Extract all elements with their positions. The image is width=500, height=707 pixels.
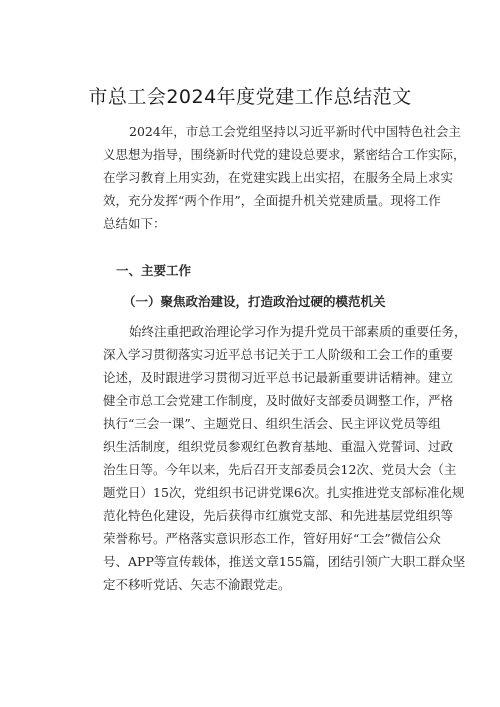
text-line: 号、APP等宣传载体，推送文章155篇，团结引领广大职工群众坚 [103,554,466,569]
text-line: 定不移听党话、矢志不渝跟党走。 [103,577,291,592]
text-line: 效，充分发挥“两个作用”，全面提升机关党建质量。现将工作 [103,193,441,208]
text-line: 在学习教育上用实劲，在党建实践上出实招，在服务全局上求实 [103,170,454,185]
text-line: 织生活制度，组织党员参观红色教育基地、重温入党誓词、过政 [103,439,454,454]
section-heading [103,259,423,282]
document-title: 市总工会2024年度党建工作总结范文 [88,86,412,108]
intro-paragraph [103,120,466,235]
body-paragraph [103,320,467,596]
text-line: 始终注重把政治理论学习作为提升党员干部素质的重要任务， [129,324,467,339]
text-line: 范化特色化建设，先后获得市红旗党支部、和先进基层党组织等 [103,508,454,523]
text-line: 2024年，市总工会党组坚持以习近平新时代中国特色社会主 [129,124,461,139]
section-heading-text: 一、主要工作 [116,263,192,278]
text-line: 治生日等。今年以来，先后召开支部委员会12次、党员大会（主 [103,462,457,477]
text-line: 健全市总工会党建工作制度，及时做好支部委员调整工作，严格 [103,393,454,408]
text-line: 荣誉称号。严格落实意识形态工作，管好用好“工会”微信公众 [103,531,441,546]
subsection-heading [103,290,423,313]
text-line: 论述，及时跟进学习贯彻习近平总书记最新重要讲话精神。建立 [103,370,454,385]
text-line: 深入学习贯彻落实习近平总书记关于工人阶级和工会工作的重要 [103,347,454,362]
text-line: 题党日）15次，党组织书记讲党课6次。扎实推进党支部标准化规 [103,485,465,500]
text-line: 执行“三会一课”、主题党日、组织生活会、民主评议党员等组 [103,416,441,431]
text-line: 总结如下： [103,216,166,231]
text-line: 义思想为指导，围绕新时代党的建设总要求，紧密结合工作实际， [103,147,466,162]
subsection-heading-text: （一）聚焦政治建设，打造政治过硬的模范机关 [123,294,386,309]
